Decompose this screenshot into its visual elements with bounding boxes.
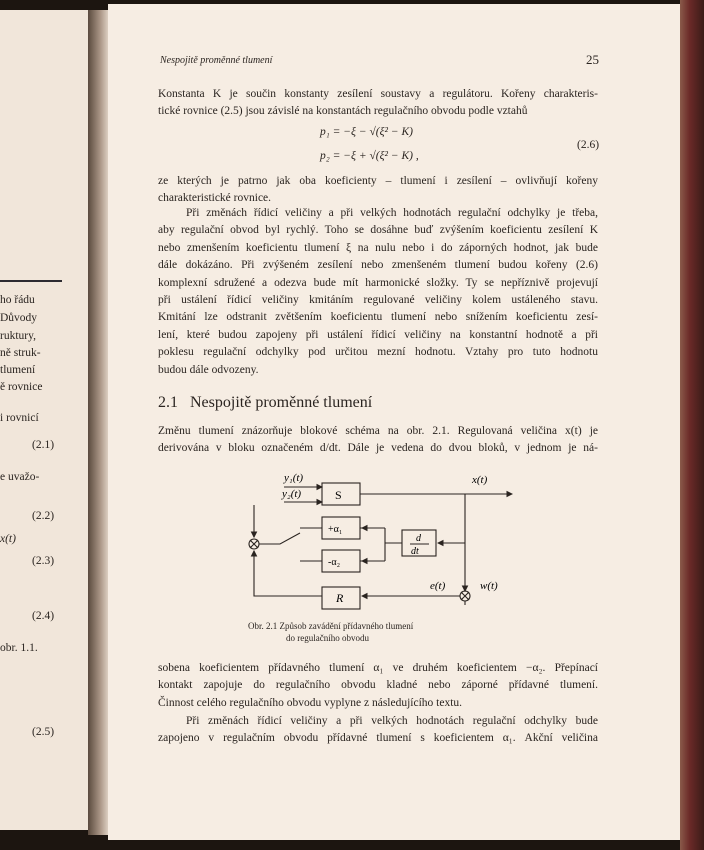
page-number: 25 [586,52,599,67]
label-S: S [335,488,342,502]
text-line: sobena koeficientem přídavného tlumení α₁ ve druhém koeficientem −α₂. Přepínací [158,662,598,674]
text-line: při ustálení řídicí veličiny kmitáním regulované veličiny kolem ustáleného stavu. [158,294,598,307]
text-line: charakteristické rovnice. [158,192,272,205]
text-line: komplexní sdružené a odezva bude mít harmonické složky. Ty se nepříznivě projevují [158,276,598,289]
label-y1: y₁(t) [284,472,304,484]
text-line: Změnu tlumení znázorňuje blokové schéma na obr. 2.1. Regulovaná veličina x(t) je [158,425,598,437]
label-y2: y₂(t) [282,488,302,500]
text-line: dále dokázáno. Při zvýšeném zesílení nebo zmenšeném tlumení budou kořeny (2.6) [158,259,598,272]
section-number: 2.1 [158,394,178,411]
running-title: Nespojitě proměnné tlumení [160,55,273,66]
text-line: budou dále odvozeny. [158,363,259,376]
text-line: Konstanta K je součin konstanty zesílení soustavy a regulátoru. Kořeny charakteris- [158,88,598,100]
paragraph-2 [158,173,598,208]
label-R: R [336,591,344,605]
paragraph-5 [158,660,598,712]
section-heading [158,394,372,412]
text-line: Činnost celého regulačního obvodu vyplyne z následujícího textu. [158,696,463,709]
text-line: aby regulační obvod byl rychlý. Toho se dosáhne buď zvýšením koeficientu zesílení K [158,224,598,237]
label-e: e(t) [430,580,446,592]
text-line: kontakt zapojuje do regulačního obvodu kladné nebo záporné přídavné tlumení. [158,679,598,692]
paragraph-6 [158,713,598,748]
paragraph-1 [158,86,598,121]
left-line: tlumení [0,364,36,376]
book-gutter [88,10,110,835]
left-line: (2.3) [32,555,55,567]
label-d-den: dt [411,546,419,557]
block-diagram [240,465,520,615]
equation-line-1: p₁ = −ξ − √(ξ² − K) [320,126,413,138]
left-line: obr. 1.1. [0,642,38,654]
section-title: Nespojitě proměnné tlumení [190,394,373,411]
text-line: nebo zmenšením koeficientu tlumení ξ na nulu nebo i do záporných hodnot, jak bude [158,241,598,254]
equation-number: (2.6) [577,139,600,151]
label-x: x(t) [472,474,488,486]
caption-line: do regulačního obvodu [286,633,369,643]
left-line: ně struk- [0,347,41,359]
left-line: (2.4) [32,610,55,622]
text-line: derivována v bloku označeném d/dt. Dále je vedena do dvou bloků, v jednom je ná- [158,442,598,455]
left-line: (2.1) [32,439,55,451]
text-line: Kmitání lze odstranit zvětšením koeficientu tlumení nebo snížením koeficientu zesí- [158,311,598,324]
text-line: lení, které budou zapojeny při ustálení řídicí veličiny na konstantní hodnotě a při [158,328,598,341]
left-line: x(t) [0,533,16,545]
text-line: zapojeno v regulačním obvodu přídavné tlumení s koeficientem α₁. Akční veličina [158,732,598,745]
left-line: (2.2) [32,510,55,522]
label-minus-alpha: -α₂ [328,557,341,568]
left-line: ě rovnice [0,381,43,393]
left-line: ruktury, [0,330,36,342]
text-line: poklesu regulační odchylky pod určitou mezní hodnotu. Vztahy pro tuto hodnotu [158,346,598,359]
label-d-num: d [416,533,421,544]
figure-caption [248,620,498,644]
label-plus-alpha: +α₁ [328,524,343,535]
paragraph-4 [158,423,598,458]
left-line: i rovnicí [0,412,39,424]
left-line: ho řádu [0,294,35,306]
label-w: w(t) [480,580,498,592]
left-line: (2.5) [32,726,55,738]
text-line: tické rovnice (2.5) jsou závislé na konstantách regulačního obvodu podle vztahů [158,105,528,118]
left-page [0,10,90,830]
left-page-rule [0,280,62,282]
left-line: Důvody [0,312,38,324]
paragraph-3 [158,205,598,379]
book-edge [680,0,704,850]
left-line: e uvažo- [0,471,40,483]
caption-line: Obr. 2.1 Způsob zavádění přídavného tlumení [248,621,414,631]
text-line: ze kterých je patrno jak oba koeficienty – tlumení i zesílení – ovlivňují kořeny [158,175,598,187]
equation-line-2: p₂ = −ξ + √(ξ² − K) , [320,150,419,162]
text-line: Při změnách řídicí veličiny a při velkých hodnotách regulační odchylky bude [186,715,598,727]
text-line: Při změnách řídicí veličiny a při velkých hodnotách regulační odchylky je třeba, [186,207,598,219]
